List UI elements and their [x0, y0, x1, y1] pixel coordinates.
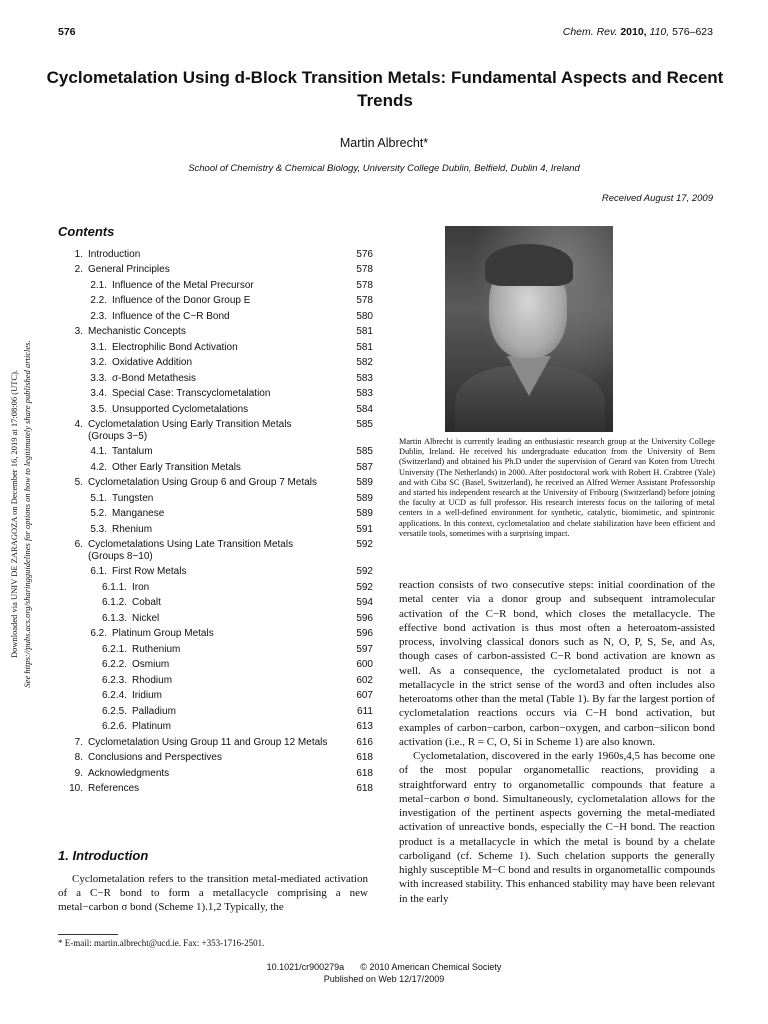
toc-number: 3.1. — [90, 341, 107, 353]
toc-entry — [58, 613, 373, 625]
toc-page: 597 — [356, 643, 373, 655]
toc-page: 591 — [356, 523, 373, 535]
toc-number: 5.2. — [90, 508, 107, 520]
footnote: * E-mail: martin.albrecht@ucd.ie. Fax: +353-1716-2501. — [58, 938, 265, 948]
toc-title: Cobalt — [132, 597, 161, 609]
toc-entry — [58, 597, 373, 609]
toc-number: 4.1. — [90, 446, 107, 458]
toc-page: 607 — [356, 690, 373, 702]
toc-page: 589 — [356, 492, 373, 504]
download-watermark — [4, 298, 38, 730]
toc-number: 5.3. — [90, 523, 107, 535]
toc-page: 618 — [356, 752, 373, 764]
toc-number: 1. — [74, 249, 83, 260]
received-date: Received August 17, 2009 — [601, 193, 713, 204]
author-photo — [445, 226, 613, 432]
toc-entry — [58, 280, 373, 292]
toc-title: Cyclometalation Using Early Transition Metals (Groups 3−5) — [88, 419, 292, 442]
toc-page: 578 — [356, 264, 373, 276]
toc-page: 618 — [356, 783, 373, 795]
toc-title: Cyclometalation Using Group 11 and Group 12 Metals — [88, 736, 328, 748]
toc-page: 583 — [356, 388, 373, 400]
toc-title: Osmium — [132, 659, 170, 671]
toc-title: Platinum Group Metals — [112, 628, 214, 640]
toc-number: 6.1.1. — [101, 581, 127, 593]
toc-entry — [58, 508, 373, 520]
toc-number: 5. — [74, 477, 83, 489]
toc-page: 589 — [356, 477, 373, 489]
toc-title: Mechanistic Concepts — [88, 326, 186, 338]
table-of-contents — [58, 249, 373, 799]
toc-title: Oxidative Addition — [112, 357, 193, 369]
toc-number: 2.2. — [90, 295, 107, 307]
toc-title: Nickel — [132, 612, 160, 624]
toc-title: Iridium — [132, 690, 163, 702]
author-biography: Martin Albrecht is currently leading an enthusiastic research group at the University College Dublin, Ireland. He received his undergraduate education from the University of Bern (Switzerland) and obtained his Ph.D under the supervision of Gerard van Koten from Utrecht University (The Netherlands) in 2000. After postdoctoral work with Robert H. Crabtree (Yale) and with Ciba SC (Basel, Switzerland), he received an Alfred Werner Assistant Professorship and started his independent research at the University of Fribourg (Switzerland) before joining the faculty at UCD as full professor. His research interests focus on the tailoring of metal centers in a well-defined environment for synthetic, catalytic, biomimetic, and spintronic applications. In this context, cyclometalation and chelate stabilization have been efficient and versatile tools, sometimes with a surprising impact. — [399, 437, 715, 538]
copyright: © 2010 American Chemical Society — [360, 962, 502, 972]
toc-title: Influence of the C−R Bond — [112, 310, 230, 322]
toc-page: 584 — [356, 403, 373, 415]
paragraph: Cyclometalation, discovered in the early 1960s,4,5 has become one of the most popular organometallic reactions, providing a straightforward entry to organometallic compounds that feature a metal−carbon σ bond. Simultaneously, cyclometalation allows for the investigation of the pertinent aspects governing the metal-mediated activation of unreactive bonds, especially the C−H bond. The reaction product is a metallacycle in which the metal is bound by a chelate carboligand (cf. Scheme 1). Such chelation supports the generally highly susceptible M−C bond and results in organometallic compounds with increased stability. This enhanced stability may have been relevant in the early — [399, 750, 715, 905]
toc-title: Rhenium — [112, 523, 153, 535]
toc-number: 6. — [74, 539, 83, 551]
toc-number: 3.3. — [90, 372, 107, 384]
article-author: Martin Albrecht* — [339, 136, 429, 150]
toc-page: 616 — [356, 736, 373, 748]
toc-page: 581 — [356, 341, 373, 353]
toc-number: 9. — [74, 767, 83, 779]
toc-entry — [58, 768, 373, 780]
toc-entry — [58, 675, 373, 687]
toc-entry — [58, 566, 373, 578]
toc-page: 583 — [356, 372, 373, 384]
page-number: 576 — [58, 26, 76, 38]
toc-title: General Principles — [88, 264, 170, 276]
toc-entry — [58, 311, 373, 323]
toc-number: 2.3. — [90, 310, 107, 322]
toc-number: 4. — [74, 419, 83, 431]
toc-title: Rhodium — [132, 674, 173, 686]
toc-entry — [58, 690, 373, 702]
toc-entry — [58, 388, 373, 400]
contents-heading: Contents — [58, 224, 115, 239]
toc-title: Influence of the Metal Precursor — [112, 279, 254, 291]
running-header — [58, 26, 713, 42]
toc-page: 600 — [356, 659, 373, 671]
toc-page: 592 — [356, 539, 373, 551]
toc-page: 585 — [356, 419, 373, 431]
toc-page: 582 — [356, 357, 373, 369]
toc-page: 596 — [356, 612, 373, 624]
toc-entry — [58, 721, 373, 733]
toc-number: 6.2.1. — [101, 643, 127, 655]
toc-page: 592 — [356, 566, 373, 578]
toc-page: 576 — [356, 249, 373, 260]
toc-title: Cyclometalations Using Late Transition Metals (Groups 8−10) — [88, 539, 294, 562]
toc-page: 594 — [356, 597, 373, 609]
toc-number: 10. — [69, 783, 83, 795]
doi: 10.1021/cr900279a — [266, 962, 345, 972]
toc-entry — [58, 644, 373, 656]
toc-page: 580 — [356, 310, 373, 322]
toc-entry — [58, 419, 373, 442]
toc-entry — [58, 539, 373, 562]
toc-page: 578 — [356, 279, 373, 291]
introduction-heading: 1. Introduction — [58, 848, 149, 863]
toc-title: Tungsten — [112, 492, 154, 504]
body-text-right — [399, 578, 715, 906]
toc-title: Tantalum — [112, 446, 153, 458]
toc-entry — [58, 477, 373, 489]
toc-entry — [58, 493, 373, 505]
toc-number: 2.1. — [90, 279, 107, 291]
toc-entry — [58, 737, 373, 749]
toc-page: 602 — [356, 674, 373, 686]
toc-title: References — [88, 783, 140, 795]
toc-page: 596 — [356, 628, 373, 640]
toc-number: 6.2.4. — [101, 690, 127, 702]
toc-number: 6.1.3. — [101, 612, 127, 624]
toc-number: 4.2. — [90, 461, 107, 473]
toc-number: 3.4. — [90, 388, 107, 400]
toc-entry — [58, 462, 373, 474]
toc-title: Special Case: Transcyclometalation — [112, 388, 271, 400]
toc-title: Influence of the Donor Group E — [112, 295, 251, 307]
toc-number: 3. — [74, 326, 83, 338]
toc-title: σ-Bond Metathesis — [112, 372, 196, 384]
toc-number: 6.2.2. — [101, 659, 127, 671]
publication-date: Published on Web 12/17/2009 — [323, 974, 445, 984]
toc-entry — [58, 373, 373, 385]
page-footer — [0, 961, 768, 985]
toc-title: Other Early Transition Metals — [112, 461, 241, 473]
toc-entry — [58, 582, 373, 594]
download-note-line1: Downloaded via UNIV DE ZARAGOZA on December 16, 2019 at 17:08:06 (UTC). — [9, 369, 19, 659]
toc-number: 3.2. — [90, 357, 107, 369]
toc-title: Cyclometalation Using Group 6 and Group 7 Metals — [88, 477, 318, 489]
toc-title: Unsupported Cyclometalations — [112, 403, 249, 415]
toc-number: 6.2.6. — [101, 721, 127, 733]
toc-number: 8. — [74, 752, 83, 764]
toc-title: Iron — [132, 581, 150, 593]
journal-name: Chem. Rev. — [562, 26, 618, 38]
toc-title: Ruthenium — [132, 643, 181, 655]
article-title: Cyclometalation Using d-Block Transition Metals: Fundamental Aspects and Recent Trends — [46, 68, 724, 110]
toc-entry — [58, 752, 373, 764]
toc-entry — [58, 628, 373, 640]
toc-entry — [58, 357, 373, 369]
toc-page: 589 — [356, 508, 373, 520]
toc-title: Conclusions and Perspectives — [88, 752, 222, 764]
toc-entry — [58, 342, 373, 354]
toc-entry — [58, 295, 373, 307]
toc-number: 5.1. — [90, 492, 107, 504]
toc-page: 618 — [356, 767, 373, 779]
toc-number: 6.1.2. — [101, 597, 127, 609]
author-affiliation: School of Chemistry & Chemical Biology, University College Dublin, Belfield, Dublin 4, Ireland — [188, 163, 580, 174]
toc-entry — [58, 249, 373, 261]
toc-number: 6.1. — [90, 566, 107, 578]
toc-entry — [58, 706, 373, 718]
toc-entry — [58, 783, 373, 795]
toc-page: 578 — [356, 295, 373, 307]
toc-number: 3.5. — [90, 403, 107, 415]
journal-citation — [563, 26, 713, 38]
toc-title: Electrophilic Bond Activation — [112, 341, 238, 353]
toc-number: 6.2.5. — [101, 705, 127, 717]
footnote-rule — [58, 934, 118, 935]
download-note-line2: See https://pubs.acs.org/sharingguidelines for options on how to legitimately share published articles. — [22, 340, 32, 688]
toc-title: Manganese — [112, 508, 165, 520]
toc-entry — [58, 659, 373, 671]
journal-year: 2010, — [620, 26, 647, 38]
toc-number: 7. — [74, 736, 83, 748]
toc-number: 6.2. — [90, 628, 107, 640]
toc-page: 611 — [357, 705, 373, 717]
toc-entry — [58, 264, 373, 276]
toc-page: 581 — [356, 326, 373, 338]
toc-entry — [58, 446, 373, 458]
toc-title: Acknowledgments — [88, 767, 170, 779]
toc-entry — [58, 404, 373, 416]
toc-entry — [58, 524, 373, 536]
toc-entry — [58, 326, 373, 338]
toc-title: Introduction — [88, 249, 141, 260]
toc-number: 2. — [74, 264, 83, 276]
toc-title: Palladium — [132, 705, 176, 717]
toc-number: 6.2.3. — [101, 674, 127, 686]
toc-title: Platinum — [132, 721, 171, 733]
toc-page: 613 — [356, 721, 373, 733]
toc-page: 585 — [356, 446, 373, 458]
toc-page: 592 — [356, 581, 373, 593]
journal-pages: 576–623 — [672, 26, 713, 38]
paragraph: reaction consists of two consecutive steps: initial coordination of the metal center via a donor group and subsequent intramolecular activation of the C−R bond, which closes the metallacycle. The effective bond activation is thus most often a heteroatom-assisted process, involving classical donors such as N, O, P, S, Se, and As, though cases of carbon-assisted C−R bond activation are known as well. As a consequence, the cyclometalated product is not a metallacycle in the strict sense of the word3 and often includes also heteroatoms other than the metal (Table 1). By far the largest portion of cyclometalation reactions occurs via C−H bond activation, but examples of carbon−carbon, carbon−oxygen, and carbon−silicon bond activation (i.e., R = C, O, Si in Scheme 1) are also known. — [399, 579, 715, 748]
toc-page: 587 — [356, 461, 373, 473]
journal-volume: 110, — [649, 26, 670, 38]
introduction-text: Cyclometalation refers to the transition metal-mediated activation of a C−R bond to form a metallacycle comprising a new metal−carbon σ bond (Scheme 1).1,2 Typically, the — [58, 873, 368, 913]
toc-title: First Row Metals — [112, 566, 187, 578]
